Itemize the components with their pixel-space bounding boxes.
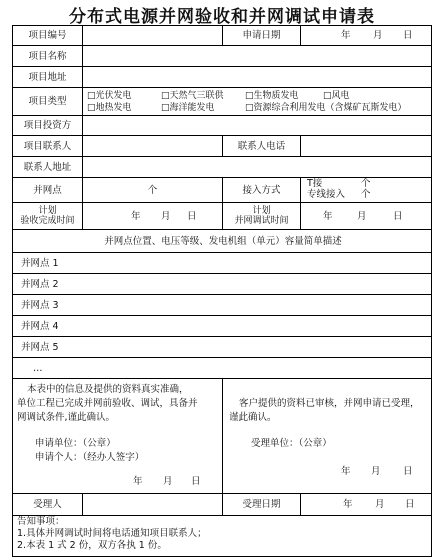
row-grid-point-4 [13,316,431,337]
apply-date-label: 申请日期 [223,26,301,45]
grid-point-3-label: 并网点 3 [21,299,59,311]
project-name-value[interactable] [83,46,433,66]
project-address-value[interactable] [83,67,433,87]
notice-title: 告知事项： [17,516,65,527]
project-name-label: 项目名称 [13,46,83,66]
row-grid-point-5 [13,337,431,358]
project-address-label: 项目地址 [13,67,83,87]
type-option-biomass[interactable]: □生物质发电 [245,91,299,101]
contact-phone-value[interactable] [301,136,433,156]
applicant-unit: 申请单位：（公章） [35,438,116,449]
grid-point-1-label: 并网点 1 [21,257,59,269]
type-option-gas-cchp[interactable]: □天然气三联供 [161,91,224,101]
contact-phone-label: 联系人电话 [223,136,301,156]
type-option-ocean[interactable]: □海洋能发电 [161,103,215,113]
description-header: 并网点位置、电压等级、发电机组（单元）容量简单描述 [104,235,342,247]
grid-points-unit: 个 [147,184,158,196]
type-option-pv[interactable]: □光伏发电 [87,91,132,101]
grid-points-label: 并网点 [13,178,83,202]
plan-accept-date[interactable]: 年 月 日 [83,203,223,229]
row-grid-point-1 [13,253,431,274]
row-description-header [13,230,431,253]
row-confirmation [13,379,431,494]
grid-point-2-label: 并网点 2 [21,278,59,290]
form-title: 分布式电源并网验收和并网调试申请表 [69,7,375,27]
grid-point-more-label: … [33,362,43,374]
project-investor-value[interactable] [83,116,433,135]
row-grid-point-more [13,358,431,379]
row-notice [13,516,431,556]
row-receiver [13,494,431,516]
project-type-options [83,88,433,115]
row-contact-address [13,157,431,178]
project-contact-label: 项目联系人 [13,136,83,156]
apply-date-value[interactable]: 年 月 日 [341,30,413,41]
notice-item-2: 2.本表 1 式 2 份，双方各执 1 份。 [17,540,167,551]
receiver-label: 受理人 [13,494,83,515]
row-project-number [13,26,431,46]
application-form-table [12,25,432,557]
receiver-value[interactable] [83,494,223,515]
review-confirmation: 客户提供的资料已审核，并网申请已受理， 谨此确认。 受理单位：（公章） 年 月 日 [229,398,420,477]
plan-accept-label: 计划 验收完成时间 [13,203,83,229]
contact-address-label: 联系人地址 [13,157,83,177]
row-project-name [13,46,431,67]
project-contact-value[interactable] [83,136,223,156]
plan-debug-date[interactable]: 年 月 日 [323,210,403,222]
grid-points-value[interactable] [83,178,223,202]
row-plan-times [13,203,431,230]
access-mode-label: 接入方式 [223,178,301,202]
grid-point-5-label: 并网点 5 [21,341,59,353]
dedicated-access-label: 专线接入 [307,189,346,200]
applicant-person: 申请个人：（经办人签字） [35,452,145,463]
t-access-label: T接 [307,178,323,189]
contact-address-value[interactable] [83,157,433,177]
row-project-contact [13,136,431,157]
row-project-address [13,67,431,88]
row-project-type [13,88,431,116]
project-number-label: 项目编号 [13,26,83,45]
type-option-resource[interactable]: □资源综合利用发电（含煤矿瓦斯发电） [245,103,407,113]
type-option-geothermal[interactable]: □地热发电 [87,103,132,113]
row-project-investor [13,116,431,136]
receive-date-value[interactable]: 年 月 日 [343,499,415,510]
dedicated-access-unit: 个 [361,189,371,200]
type-option-wind[interactable]: □风电 [323,91,350,101]
accept-unit: 受理单位：（公章） [251,438,332,449]
grid-point-4-label: 并网点 4 [21,320,59,332]
receive-date-label: 受理日期 [223,494,301,515]
row-grid-points [13,178,431,203]
plan-debug-label: 计划 并网调试时间 [223,203,301,229]
row-grid-point-2 [13,274,431,295]
project-type-label: 项目类型 [13,88,83,115]
project-investor-label: 项目投资方 [13,116,83,135]
t-access-unit: 个 [361,178,371,189]
notice-item-1: 1.具体并网调试时间将电话通知项目联系人； [17,528,207,539]
access-mode-value[interactable] [301,178,433,202]
row-grid-point-3 [13,295,431,316]
project-number-value[interactable] [83,26,223,45]
applicant-confirmation: 本表中的信息及提供的资料真实准确， 单位工程已完成并网前验收、调试，具备并 网调试条件,谨此确认。 申请单位：（公章） 申请个人：（经办人签字） 年 月 日 [13,379,223,493]
